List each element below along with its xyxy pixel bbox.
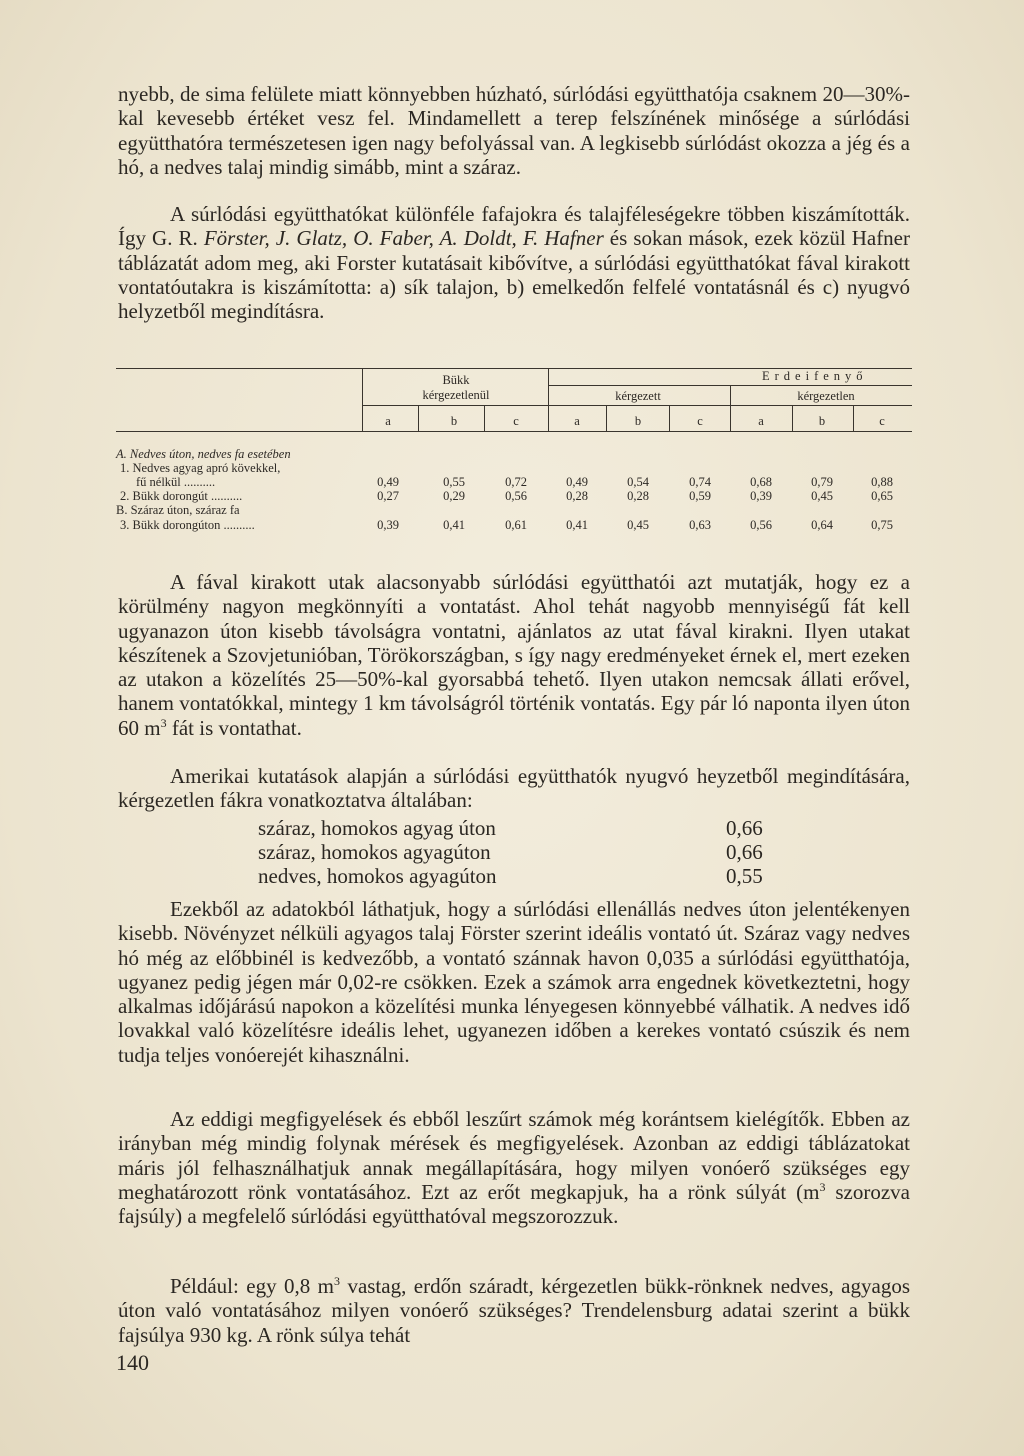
table-vline bbox=[484, 405, 485, 431]
table-cell: 0,49 bbox=[566, 475, 588, 489]
table-cell: 0,79 bbox=[811, 475, 833, 489]
paragraph-6-text-a: Az eddigi megfigyelések és ebből leszűrt számok még korántsem kielégítők. Ebben az irányban még mindig folynak mérések és megfigyelések. Azonban az eddigi táblázatokat máris jól felhasználhatjuk annak megállapítására, hogy milyen vonóerő szükséges egy meghatározott rönk vontatásához. Ezt az erőt megkapjuk, ha a rönk súlyát (m bbox=[118, 1107, 910, 1204]
col-letter: a bbox=[758, 414, 764, 428]
paragraph-6-text-b: szorozva fajsúly) a megfelelő súrlódási együtthatóval megszorozzuk. bbox=[118, 1179, 910, 1229]
friction-table bbox=[116, 368, 912, 538]
list-item bbox=[258, 864, 778, 888]
table-cell: 0,64 bbox=[811, 518, 833, 532]
table-vline bbox=[669, 405, 670, 431]
table-vline bbox=[792, 405, 793, 431]
table-cell: 0,72 bbox=[505, 475, 527, 489]
paragraph-3 bbox=[118, 570, 910, 740]
subheader-rule bbox=[362, 405, 912, 406]
list-item-label: száraz, homokos agyagúton bbox=[258, 840, 491, 865]
paragraph-1: nyebb, de sima felülete miatt könnyebben húzható, súrlódási együtthatója csaknem 20—30%-kal kevesebb értéket vesz fel. Mindamellett a terep felszínének minősége a súrlódási együtthatóra természetesen igen nagy befolyással van. A legkisebb súrlódást okozza a jég és a hó, a nedves talaj mindig simább, mint a száraz. bbox=[118, 82, 910, 179]
table-cell: 0,68 bbox=[750, 475, 772, 489]
table-cell: 0,49 bbox=[377, 475, 399, 489]
col-letter: a bbox=[574, 414, 580, 428]
table-cell: 0,59 bbox=[689, 489, 711, 503]
row-label-1-b: fű nélkül bbox=[136, 475, 181, 489]
paragraph-6 bbox=[118, 1107, 910, 1228]
table-cell: 0,75 bbox=[871, 518, 893, 532]
table-cell: 0,88 bbox=[871, 475, 893, 489]
row-label-1-cont: fű nélkül .......... bbox=[136, 475, 216, 489]
list-item-label: nedves, homokos agyagúton bbox=[258, 864, 497, 889]
coefficient-list bbox=[258, 816, 778, 889]
table-vline bbox=[362, 368, 363, 431]
table-cell: 0,61 bbox=[505, 518, 527, 532]
paragraph-2-author-names: Förster, J. Glatz, O. Faber, A. Doldt, F. Hafner bbox=[203, 226, 604, 251]
row-label-2: 2. Bükk dorongút .......... bbox=[120, 489, 243, 503]
table-cell: 0,56 bbox=[750, 518, 772, 532]
row-label-2-text: 2. Bükk dorongút bbox=[120, 489, 208, 503]
col-letter: b bbox=[634, 414, 642, 428]
paragraph-7-text-b: vastag, erdőn száradt, kérgezetlen bükk-rönknek nedves, agyagos úton való vontatásához milyen vonóerő szükséges? Trendelensburg adatai szerint a bükk fajsúlya 930 kg. A rönk súlya tehát bbox=[118, 1274, 910, 1347]
list-item-value: 0,66 bbox=[726, 816, 763, 840]
table-cell: 0,56 bbox=[505, 489, 527, 503]
header-bukk: Bükk bbox=[442, 373, 470, 387]
list-item bbox=[258, 816, 778, 840]
table-cell: 0,27 bbox=[377, 489, 399, 503]
table-vline bbox=[418, 405, 419, 431]
paragraph-3-text-b: fát is vontathat. bbox=[166, 715, 302, 740]
table-vline bbox=[548, 368, 549, 431]
table-cell: 0,74 bbox=[689, 475, 711, 489]
row-label-A: A. Nedves úton, nedves fa esetében bbox=[116, 447, 291, 461]
paragraph-7-superscript: 3 bbox=[334, 1274, 341, 1288]
col-letter: c bbox=[513, 414, 519, 428]
table-cell: 0,54 bbox=[627, 475, 649, 489]
header-erdeifenyo: Erdeifenyő bbox=[762, 369, 868, 383]
table-vline bbox=[730, 385, 731, 431]
col-letter: a bbox=[385, 414, 391, 428]
header-bukk-sub: kérgezetlenül bbox=[422, 388, 490, 402]
table-cell: 0,45 bbox=[811, 489, 833, 503]
table-cell: 0,28 bbox=[566, 489, 588, 503]
col-letter: c bbox=[879, 414, 885, 428]
col-letter: c bbox=[697, 414, 703, 428]
table-vline bbox=[853, 405, 854, 431]
table-cell: 0,41 bbox=[566, 518, 588, 532]
table-vline bbox=[606, 405, 607, 431]
paragraph-3-text-a: A fával kirakott utak alacsonyabb súrlódási együtthatói azt mutatják, hogy ez a körülmény nagyon megkönnyíti a vontatást. Ahol tehát nagyobb mennyiségű fát kell ugyanazon úton kisebb távolságra vontatni, ajánlatos az utat fával kirakni. Ilyen utakat készítenek a Szovjetunióban, Törökországban, s így nagy eredményeket érnek el, mert ezeken az utakon a közelítés 25—50%-kal gyorsabbá tehető. Ilyen utakon nemcsak állati erővel, hanem vontatókkal, mintegy 1 km távolságról történik vontatás. Egy pár ló naponta ilyen úton 60 m bbox=[118, 570, 910, 740]
paragraph-5: Ezekből az adatokból láthatjuk, hogy a súrlódási ellenállás nedves úton jelentékenyen kisebb. Növényzet nélküli agyagos talaj Förster szerint ideális vontató út. Száraz vagy nedves hó még az előbbinél is kedvezőbb, a vontató szánnak havon 0,035 a súrlódási együtthatója, ugyanez pedig jégen már 0,02-re csökken. Ezek a számok arra engednek következtetni, hogy alkalmas időjárású napokon a közelítési munka lényegesen könnyebbé válhatik. A nedves idő lovakkal való közelítésre ideális lehet, ugyanezen időben a kerekes vontató csúszik és nem tudja teljes vonóerejét kihasználni. bbox=[118, 897, 910, 1067]
paragraph-2 bbox=[118, 202, 910, 323]
header-bottom-rule bbox=[116, 431, 912, 432]
row-label-B: B. Száraz úton, száraz fa bbox=[116, 503, 240, 517]
paragraph-7 bbox=[118, 1274, 910, 1347]
page-number: 140 bbox=[116, 1350, 149, 1375]
list-item bbox=[258, 840, 778, 864]
paragraph-2-text-a: A súrlódási együtthatókat különféle fafajokra és talajféleségekre többen kiszámították. Így G. R. bbox=[118, 202, 910, 251]
row-label-3-text: 3. Bükk dorongúton bbox=[120, 518, 221, 532]
list-item-value: 0,66 bbox=[726, 840, 763, 865]
table-cell: 0,45 bbox=[627, 518, 649, 532]
table-cell: 0,28 bbox=[627, 489, 649, 503]
list-item-label: száraz, homokos agyag úton bbox=[258, 816, 496, 840]
row-label-1: 1. Nedves agyag apró kövekkel, bbox=[120, 461, 281, 475]
paragraph-4: Amerikai kutatások alapján a súrlódási együtthatók nyugvó heyzetből megindítására, kérgezetlen fákra vonatkoztatva általában: bbox=[118, 764, 910, 813]
table-cell: 0,41 bbox=[443, 518, 465, 532]
col-letter: b bbox=[818, 414, 826, 428]
table-cell: 0,55 bbox=[443, 475, 465, 489]
col-letter: b bbox=[450, 414, 458, 428]
table-cell: 0,29 bbox=[443, 489, 465, 503]
header-kergezett: kérgezett bbox=[615, 389, 661, 403]
paragraph-2-text-b: és sokan mások, ezek közül Hafner táblázatát adom meg, aki Forster kutatásait kibővítve, a súrlódási együtthatókat fával kirakott vontatóutakra is kiszámította: a) sík talajon, b) emelkedőn felfelé vontatásnál és c) nyugvó helyzetből megindításra. bbox=[118, 226, 911, 324]
table-cell: 0,63 bbox=[689, 518, 711, 532]
paragraph-7-text-a: Például: egy 0,8 m bbox=[170, 1274, 335, 1298]
paragraph-6-superscript: 3 bbox=[819, 1179, 826, 1194]
list-item-value: 0,55 bbox=[726, 864, 763, 889]
paragraph-3-superscript: 3 bbox=[160, 715, 167, 730]
row-label-3: 3. Bükk dorongúton .......... bbox=[120, 518, 255, 532]
table-cell: 0,39 bbox=[377, 518, 399, 532]
table-cell: 0,39 bbox=[750, 489, 772, 503]
header-kergezetlen: kérgezetlen bbox=[797, 389, 855, 403]
table-cell: 0,65 bbox=[871, 489, 893, 503]
